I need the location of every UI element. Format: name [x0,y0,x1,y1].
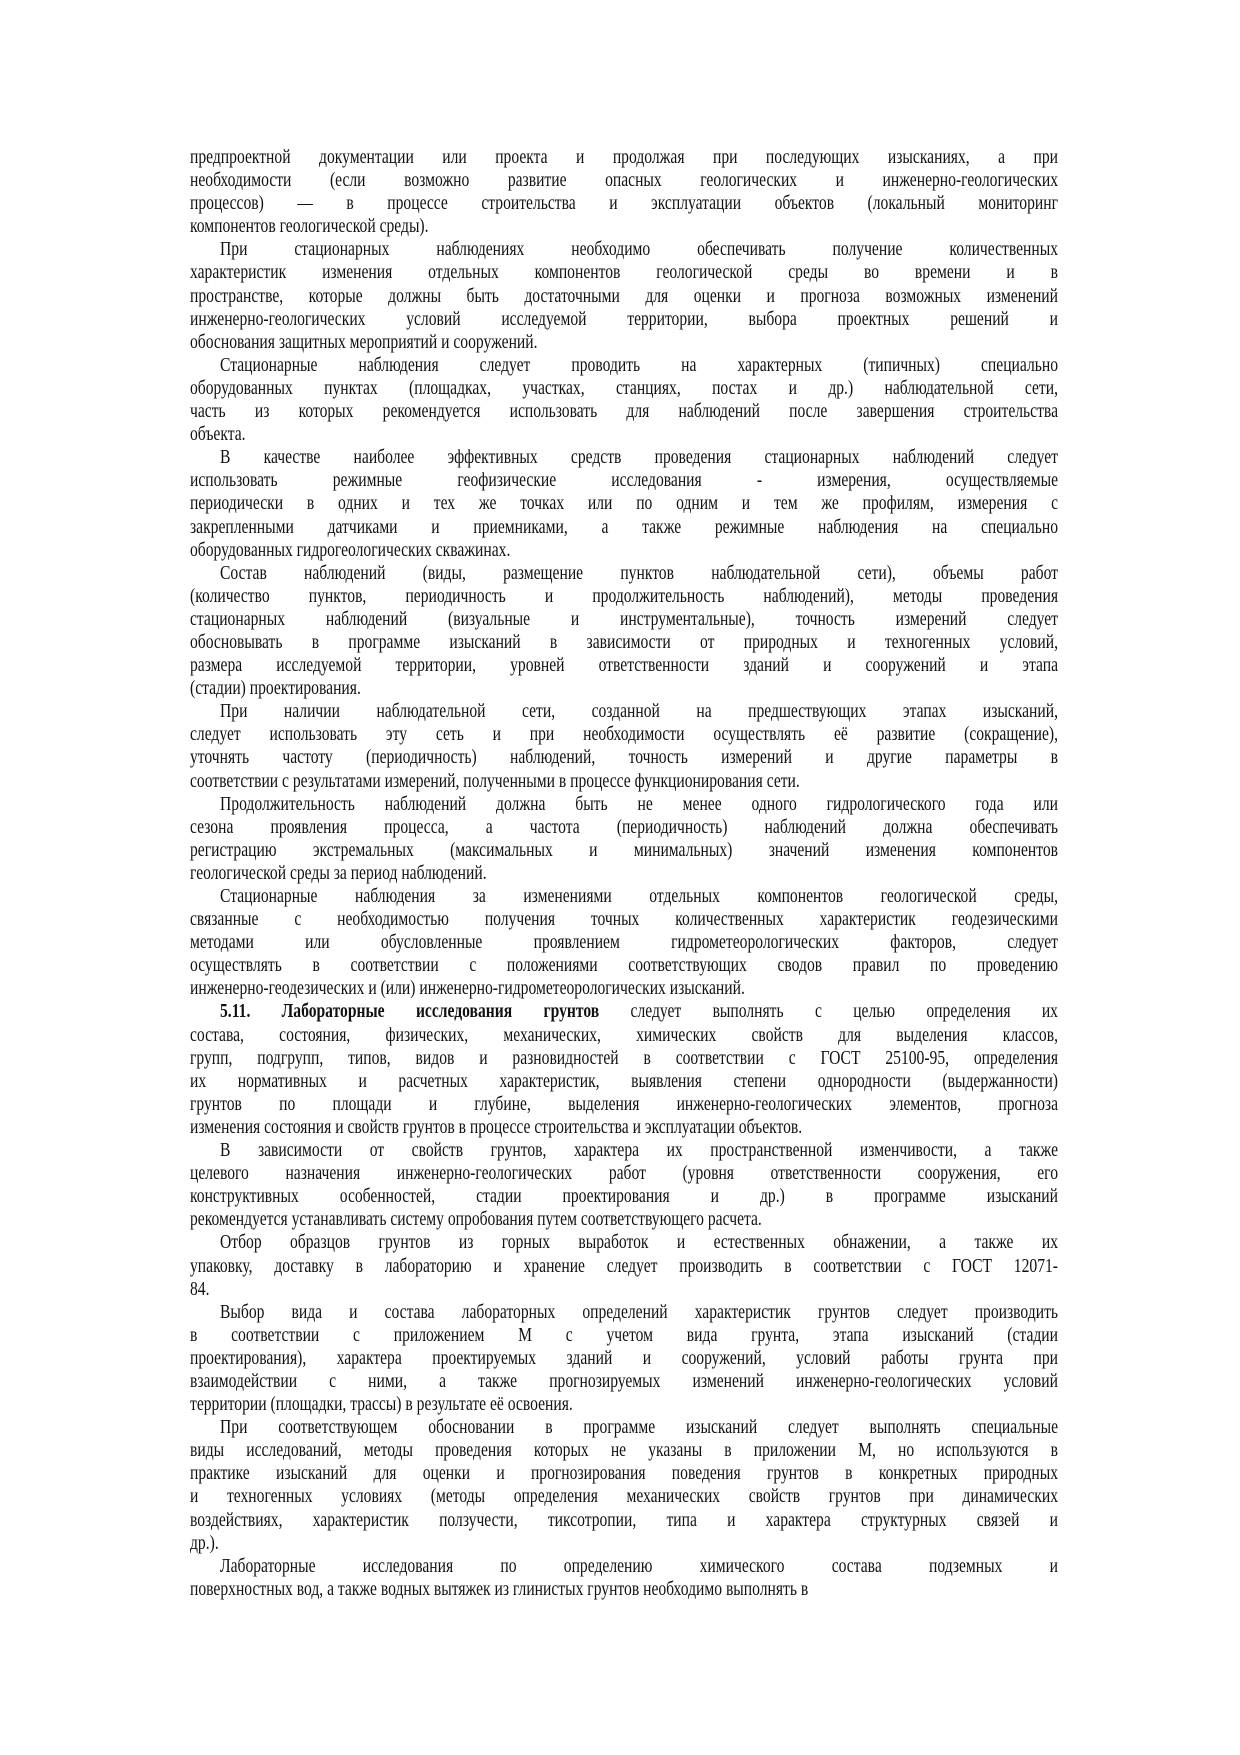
line-text: размера исследуемой территории, уровней ответственности зданий и сооружений и этапа [190,654,1058,677]
text-line [190,1532,1058,1555]
text-line [190,1439,1058,1462]
text-line [190,169,1058,192]
text-line [190,723,1058,746]
text-line [190,631,1058,654]
line-text: Стационарные наблюдения следует проводить на характерных (типичных) специально [220,353,1059,376]
line-text: обосновывать в программе изысканий в зависимости от природных и техногенных условий, [190,630,1058,653]
line-text: следует выполнять с целью определения их [599,1000,1058,1023]
text-line [190,354,1058,377]
text-line [190,1578,1058,1601]
paragraph [190,1301,1058,1416]
line-text: конструктивных особенностей, стадии проектирования и др.) в программе изысканий [190,1185,1058,1208]
text-line [190,770,1058,793]
line-text: При стационарных наблюдениях необходимо обеспечивать получение количественных [220,238,1059,261]
text-line [190,1185,1058,1208]
paragraph [190,1416,1058,1555]
line-text: необходимости (если возможно развитие опасных геологических и инженерно-геологических [190,169,1059,192]
line-text: Отбор образцов грунтов из горных выработок и естественных обнажении, а также их [220,1231,1059,1254]
text-line [190,1416,1058,1439]
line-text: Продолжительность наблюдений должна быть не менее одного гидрологического года или [220,792,1059,815]
line-text: Лабораторные исследования по определению химического состава подземных и [220,1554,1059,1577]
text-line [190,1139,1058,1162]
line-text: поверхностных вод, а также водных вытяжек из глинистых грунтов необходимо выполнять в [190,1577,809,1600]
text-line [190,654,1058,677]
line-text: Состав наблюдений (виды, размещение пунктов наблюдательной сети), объемы работ [220,561,1059,584]
line-text: инженерно-геологических условий исследуемой территории, выбора проектных решений и [190,307,1059,330]
text-line [190,1070,1058,1093]
line-text: компонентов геологической среды). [190,215,429,238]
text-line [190,885,1058,908]
line-text: геологической среды за период наблюдений. [190,861,487,884]
text-line [190,562,1058,585]
line-text: оборудованных пунктах (площадках, участках, станциях, постах и др.) наблюдательной сети, [190,376,1059,399]
text-line [190,446,1058,469]
paragraph [190,446,1058,561]
text-line [190,1047,1058,1070]
line-text: сезона проявления процесса, а частота (периодичность) наблюдений должна обеспечивать [190,815,1059,838]
paragraph [190,1139,1058,1231]
line-text: виды исследований, методы проведения которых не указаны в приложении М, но используются в [190,1439,1058,1462]
line-text: обоснования защитных мероприятий и сооружений. [190,330,538,353]
text-line [190,331,1058,354]
text-line [190,469,1058,492]
line-text: объекта. [190,423,246,446]
line-text: проектирования), характера проектируемых зданий и сооружений, условий работы грунта при [190,1346,1059,1369]
line-text: методами или обусловленные проявлением гидрометеорологических факторов, следует [190,931,1058,954]
text-line [190,308,1058,331]
text-line [190,700,1058,723]
line-text: пространстве, которые должны быть достаточными для оценки и прогноза возможных изменений [190,284,1058,307]
paragraph [190,354,1058,446]
line-text: Выбор вида и состава лабораторных определений характеристик грунтов следует производить [220,1300,1059,1323]
line-text: Стационарные наблюдения за изменениями отдельных компонентов геологической среды, [220,885,1059,907]
line-text: периодически в одних и тех же точках или по одним и тем же профилям, измерения с [190,492,1059,515]
paragraph [190,146,1058,238]
line-text: их нормативных и расчетных характеристик, выявления степени однородности (выдержанности) [190,1069,1059,1092]
line-text: регистрацию экстремальных (максимальных и минимальных) значений изменения компонентов [190,838,1059,861]
text-line [190,1370,1058,1393]
line-text: следует использовать эту сеть и при необходимости осуществлять её развитие (сокращение), [190,723,1059,746]
line-text: процессов) — в процессе строительства и эксплуатации объектов (локальный мониторинг [190,192,1058,215]
text-line [190,1347,1058,1370]
line-text: взаимодействии с ними, а также прогнозируемых изменений инженерно-геологических условий [190,1369,1058,1392]
line-text: соответствии с результатами измерений, полученными в процессе функционирования сети. [190,769,800,792]
line-text: групп, подгрупп, типов, видов и разновидностей в соответствии с ГОСТ 25100-95, определения [190,1046,1059,1069]
text-line [190,977,1058,1000]
text-line [190,1000,1058,1023]
text-line [190,1093,1058,1116]
text-line [190,423,1058,446]
line-text: упаковку, доставку в лабораторию и хранение следует производить в соответствии с ГОСТ 12071- [190,1254,1059,1277]
line-text: изменения состояния и свойств грунтов в процессе строительства и эксплуатации объектов. [190,1115,803,1138]
line-text: закрепленными датчиками и приемниками, а также режимные наблюдения на специально [190,515,1059,538]
text-line [190,793,1058,816]
text-line [190,285,1058,308]
line-text: состава, состояния, физических, механических, химических свойств для выделения классов, [190,1023,1059,1046]
text-line [190,839,1058,862]
text-line [190,238,1058,261]
text-line [190,215,1058,238]
line-text: характеристик изменения отдельных компонентов геологической среды во времени и в [190,261,1059,284]
line-text: практике изысканий для оценки и прогнозирования поведения грунтов в конкретных природных [190,1462,1059,1485]
text-line [190,1462,1058,1485]
text-line [190,931,1058,954]
text-line [190,954,1058,977]
text-line [190,1301,1058,1324]
text-line [190,908,1058,931]
line-text: др.). [190,1531,219,1554]
section-paragraph [190,1000,1058,1139]
line-text: в соответствии с приложением М с учетом вида грунта, этапа изысканий (стадии [190,1323,1059,1346]
line-text: инженерно-геодезических и (или) инженерно-гидрометеорологических изысканий. [190,977,745,1000]
text-line [190,146,1058,169]
text-line [190,192,1058,215]
text-line [190,539,1058,562]
text-line [190,492,1058,515]
line-text: часть из которых рекомендуется использовать для наблюдений после завершения строительства [190,400,1059,423]
text-line [190,261,1058,284]
text-line [190,677,1058,700]
line-text: (стадии) проектирования. [190,677,361,700]
text-line [190,608,1058,631]
text-line [190,1393,1058,1416]
line-text: грунтов по площади и глубине, выделения инженерно-геологических элементов, прогноза [190,1092,1058,1115]
document-page [190,146,1058,1601]
text-line [190,862,1058,885]
line-text: При наличии наблюдательной сети, созданной на предшествующих этапах изысканий, [220,700,1059,723]
paragraph [190,885,1058,1000]
line-text: рекомендуется устанавливать систему опробования путем соответствующего расчета. [190,1208,762,1231]
line-text: предпроектной документации или проекта и продолжая при последующих изысканиях, а при [190,146,1059,168]
text-line [190,816,1058,839]
text-line [190,1324,1058,1347]
line-text: воздействиях, характеристик ползучести, тиксотропии, типа и характера структурных связей и [190,1508,1058,1531]
line-text: уточнять частоту (периодичность) наблюдений, точность измерений и другие параметры в [190,746,1058,769]
text-line [190,1278,1058,1301]
line-text: В качестве наиболее эффективных средств проведения стационарных наблюдений следует [220,446,1059,469]
paragraph [190,793,1058,885]
text-line [190,1509,1058,1532]
section-heading: 5.11. Лабораторные исследования грунтов [220,1000,600,1023]
line-text: При соответствующем обосновании в программе изысканий следует выполнять специальные [220,1416,1059,1439]
paragraph [190,562,1058,701]
line-text: и техногенных условиях (методы определения механических свойств грунтов при динамических [190,1485,1058,1508]
text-line [190,585,1058,608]
text-line [190,1162,1058,1185]
line-text: территории (площадки, трассы) в результате её освоения. [190,1393,573,1416]
paragraph [190,238,1058,353]
line-text: (количество пунктов, периодичность и продолжительность наблюдений), методы проведения [190,584,1058,607]
line-text: связанные с необходимостью получения точных количественных характеристик геодезическими [190,908,1059,931]
text-line [190,516,1058,539]
text-line [190,746,1058,769]
text-line [190,1485,1058,1508]
line-text: оборудованных гидрогеологических скважинах. [190,538,511,561]
text-line [190,377,1058,400]
text-line [190,1116,1058,1139]
line-text: В зависимости от свойств грунтов, характера их пространственной изменчивости, а также [220,1139,1059,1162]
text-line [190,1208,1058,1231]
text-line [190,400,1058,423]
line-text: стационарных наблюдений (визуальные и инструментальные), точность измерений следует [190,607,1059,630]
text-line [190,1255,1058,1278]
line-text: целевого назначения инженерно-геологических работ (уровня ответственности сооружения, его [190,1162,1059,1185]
text-line [190,1555,1058,1578]
line-text: использовать режимные геофизические исследования - измерения, осуществляемые [190,469,1058,492]
paragraph [190,1231,1058,1300]
text-line [190,1231,1058,1254]
paragraph [190,1555,1058,1601]
text-line [190,1024,1058,1047]
paragraph [190,700,1058,792]
line-text: 84. [190,1277,210,1300]
line-text: осуществлять в соответствии с положениями соответствующих сводов правил по проведению [190,954,1059,977]
